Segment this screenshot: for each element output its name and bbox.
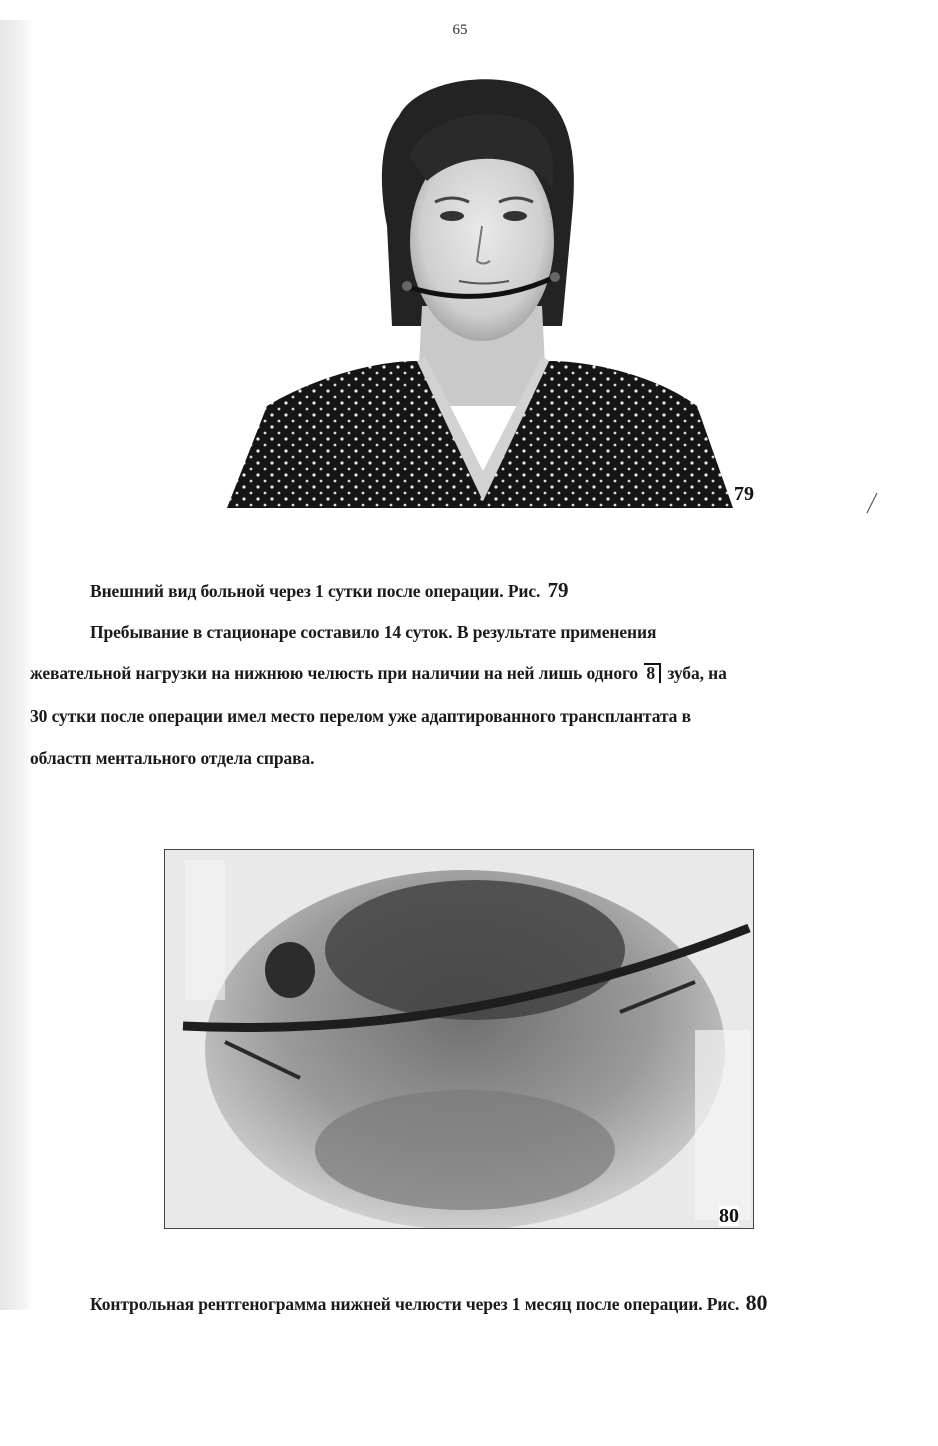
scan-mark	[866, 492, 878, 514]
paragraph-line-2-end: зуба, на	[667, 663, 727, 683]
figure-80-caption-text: Контрольная рентгенограмма нижней челюсти через 1 месяц после операции. Рис.	[90, 1294, 740, 1314]
figure-79-caption	[90, 578, 568, 603]
paragraph-line-1: Пребывание в стационаре составило 14 суток. В результате применения	[90, 622, 657, 642]
xray-figure-80	[164, 849, 754, 1229]
patient-photo-figure-79	[227, 76, 733, 508]
paragraph-line-4: областп ментального отдела справа.	[30, 748, 315, 768]
patient-photo-image	[227, 76, 733, 508]
tooth-notation: 8	[644, 663, 661, 683]
figure-79-caption-text: Внешний вид больной через 1 сутки после операции. Рис.	[90, 581, 541, 601]
figure-80-caption-ref: 80	[745, 1290, 768, 1315]
paragraph-line-2-start: жевательной нагрузки на нижнюю челюсть при наличии на ней лишь одного	[30, 663, 639, 683]
figure-80-label: 80	[719, 1205, 739, 1227]
figure-80-caption	[90, 1290, 767, 1316]
figure-79-caption-ref: 79	[547, 578, 569, 602]
figure-79-label: 79	[734, 483, 754, 505]
xray-image	[165, 850, 753, 1228]
paragraph-line-3: 30 сутки после операции имел место перелом уже адаптированного трансплантата в	[30, 706, 691, 726]
page-number: 65	[452, 22, 468, 38]
scan-shadow-edge	[0, 20, 34, 1310]
paragraph-line-2	[30, 663, 727, 684]
